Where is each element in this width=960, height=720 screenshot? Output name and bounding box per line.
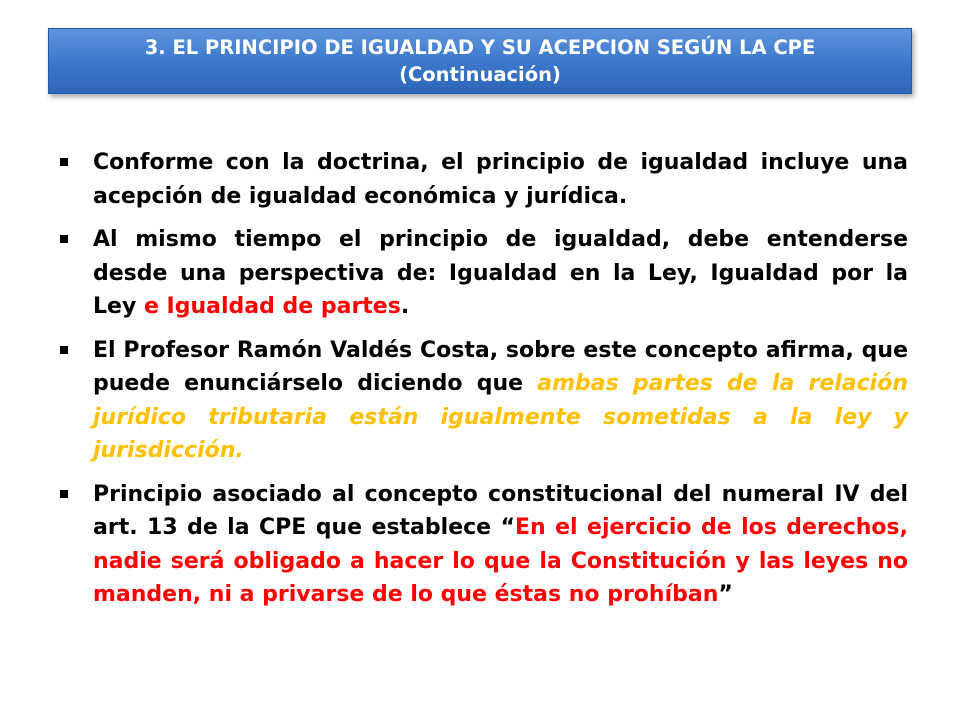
slide-title <box>48 28 912 94</box>
bullet-1-text: Conforme con la doctrina, el principio de igualdad incluye una acepción de igualdad económica y jurídica. <box>93 150 908 209</box>
bullet-2-highlight: e Igualdad de partes <box>143 294 401 319</box>
square-bullet-icon <box>60 490 68 498</box>
bullet-3-highlight: ambas partes de la relación jurídico tributaria están igualmente sometidas a la ley y jurisdicción. <box>93 371 908 463</box>
square-bullet-icon <box>60 235 68 243</box>
square-bullet-icon <box>60 346 68 354</box>
bullet-list <box>55 146 908 622</box>
bullet-4-text: Principio asociado al concepto constitucional del numeral IV del art. 13 de la CPE que establece “ <box>93 481 908 540</box>
bullet-4-end: ” <box>718 582 733 607</box>
square-bullet-icon <box>60 158 68 166</box>
bullet-item-1 <box>55 146 908 213</box>
bullet-2-text: Al mismo tiempo el principio de igualdad, debe entenderse desde una perspectiva de: Igualdad en la Ley, Igualdad por la Ley <box>93 227 908 319</box>
slide-title-line-1: 3. EL PRINCIPIO DE IGUALDAD Y SU ACEPCION SEGÚN LA CPE <box>144 36 816 59</box>
bullet-2-end: . <box>400 294 410 319</box>
bullet-item-2 <box>55 223 908 324</box>
bullet-3-text: El Profesor Ramón Valdés Costa, sobre este concepto afirma, que puede enunciárselo diciendo que <box>93 337 908 396</box>
bullet-item-3 <box>55 334 908 468</box>
bullet-item-4 <box>55 478 908 612</box>
slide-title-line-2: (Continuación) <box>399 63 561 86</box>
bullet-4-highlight: En el ejercicio de los derechos, nadie será obligado a hacer lo que la Constitución y las leyes no manden, ni a privarse de lo que éstas no prohíban <box>93 515 908 607</box>
